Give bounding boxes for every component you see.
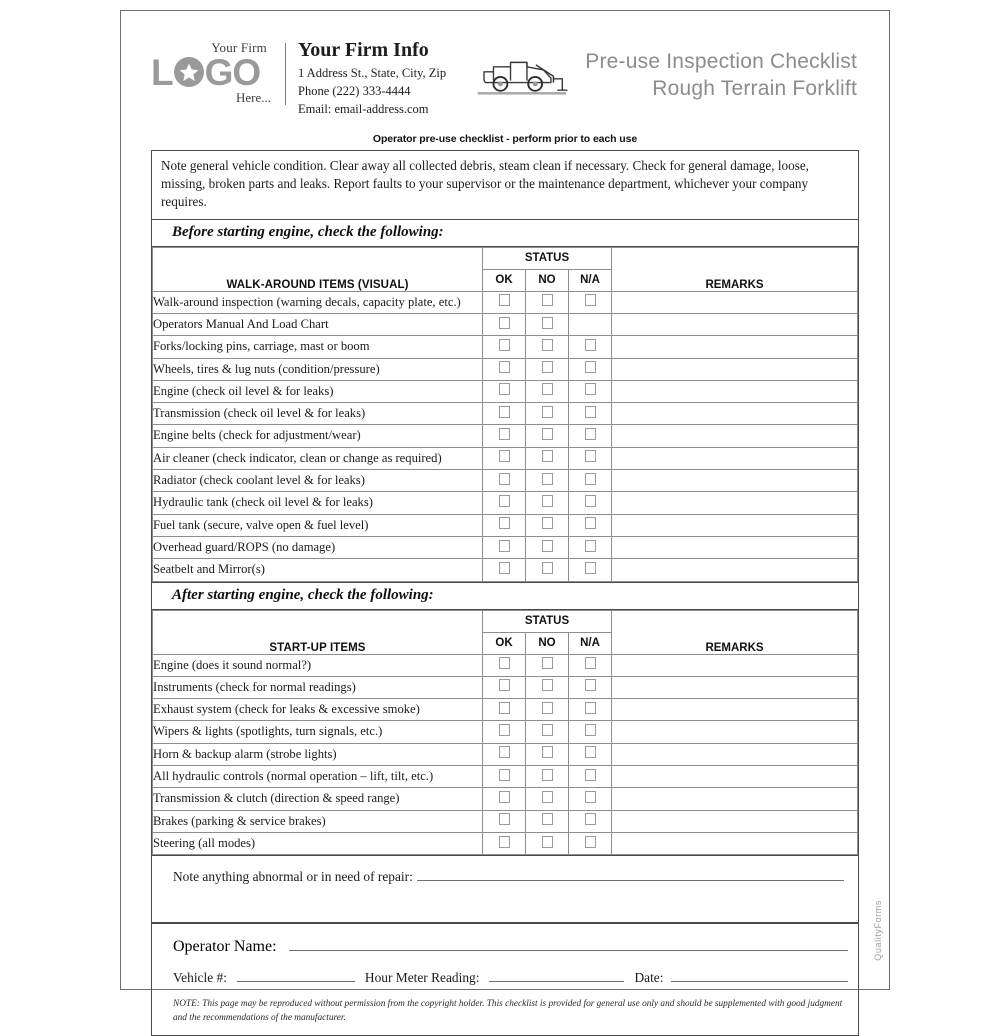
checkbox-no-cell[interactable] — [526, 536, 569, 558]
checkbox-na-cell[interactable] — [569, 336, 612, 358]
rough-terrain-forklift-icon — [472, 39, 568, 104]
checklist-item-label: Exhaust system (check for leaks & excessive smoke) — [153, 699, 483, 721]
date-input[interactable] — [671, 970, 848, 982]
checkbox-ok[interactable] — [499, 746, 510, 758]
date-field — [634, 970, 848, 986]
checkbox-no-cell[interactable] — [526, 492, 569, 514]
form-frame — [151, 150, 859, 856]
table-row — [153, 514, 858, 536]
start-up-table — [152, 610, 858, 856]
checkbox-ok-cell[interactable] — [483, 810, 526, 832]
checkbox-na[interactable] — [585, 540, 596, 552]
remarks-cell[interactable] — [612, 676, 858, 698]
checkbox-na-cell[interactable] — [569, 358, 612, 380]
checkbox-na[interactable] — [585, 813, 596, 825]
checklist-item-label: Fuel tank (secure, valve open & fuel level) — [153, 514, 483, 536]
start-up-rows — [153, 654, 858, 855]
abnormal-label: Note anything abnormal or in need of repair: — [173, 869, 413, 885]
checkbox-na[interactable] — [585, 428, 596, 440]
checkbox-ok-cell[interactable] — [483, 291, 526, 313]
checkbox-na[interactable] — [585, 517, 596, 529]
checkbox-na[interactable] — [585, 473, 596, 485]
hour-meter-field — [365, 970, 635, 986]
checkbox-ok[interactable] — [499, 769, 510, 781]
checkbox-no[interactable] — [542, 562, 553, 574]
checkbox-no[interactable] — [542, 540, 553, 552]
checkbox-na[interactable] — [585, 406, 596, 418]
checkbox-na-cell[interactable] — [569, 380, 612, 402]
remarks-cell[interactable] — [612, 447, 858, 469]
date-label: Date: — [634, 970, 664, 986]
checkbox-ok-cell[interactable] — [483, 425, 526, 447]
checkbox-no-cell[interactable] — [526, 447, 569, 469]
vehicle-label: Vehicle #: — [173, 970, 227, 986]
abnormal-input-line-2[interactable] — [173, 885, 848, 906]
checkbox-no-cell[interactable] — [526, 654, 569, 676]
checkbox-no[interactable] — [542, 746, 553, 758]
checkbox-na-cell — [569, 313, 612, 335]
checkbox-no[interactable] — [542, 657, 553, 669]
checkbox-no-cell[interactable] — [526, 766, 569, 788]
checkbox-no-cell[interactable] — [526, 403, 569, 425]
header2-col-no: NO — [526, 632, 569, 654]
table-row — [153, 447, 858, 469]
checkbox-na[interactable] — [585, 746, 596, 758]
remarks-cell[interactable] — [612, 358, 858, 380]
checkbox-na-cell[interactable] — [569, 676, 612, 698]
checkbox-no-cell[interactable] — [526, 336, 569, 358]
checkbox-no[interactable] — [542, 724, 553, 736]
checkbox-no[interactable] — [542, 791, 553, 803]
checklist-item-label: Hydraulic tank (check oil level & for leaks) — [153, 492, 483, 514]
form-sheet — [120, 10, 890, 1024]
letterhead-divider — [285, 43, 286, 105]
checklist-item-label: Radiator (check coolant level & for leaks) — [153, 470, 483, 492]
header-walk-around-items: WALK-AROUND ITEMS (VISUAL) — [153, 247, 483, 291]
checklist-item-label: Engine (check oil level & for leaks) — [153, 380, 483, 402]
remarks-cell[interactable] — [612, 380, 858, 402]
remarks-cell[interactable] — [612, 654, 858, 676]
header-col-ok: OK — [483, 269, 526, 291]
checkbox-ok-cell[interactable] — [483, 743, 526, 765]
header-start-up-items: START-UP ITEMS — [153, 610, 483, 654]
checkbox-na-cell[interactable] — [569, 766, 612, 788]
operator-name-label: Operator Name: — [173, 938, 277, 956]
walk-around-table — [152, 247, 858, 582]
checklist-item-label: Air cleaner (check indicator, clean or change as required) — [153, 447, 483, 469]
checkbox-ok[interactable] — [499, 724, 510, 736]
checkbox-no-cell[interactable] — [526, 470, 569, 492]
hour-meter-label: Hour Meter Reading: — [364, 970, 480, 986]
table-row — [153, 358, 858, 380]
checkbox-na-cell[interactable] — [569, 425, 612, 447]
checkbox-no[interactable] — [542, 383, 553, 395]
checkbox-no[interactable] — [542, 294, 553, 306]
checkbox-no[interactable] — [542, 836, 553, 848]
remarks-cell[interactable] — [612, 336, 858, 358]
table-row — [153, 313, 858, 335]
remarks-cell[interactable] — [612, 470, 858, 492]
checkbox-na-cell[interactable] — [569, 699, 612, 721]
remarks-cell[interactable] — [612, 699, 858, 721]
document-title-line2: Rough Terrain Forklift — [652, 76, 857, 100]
checklist-item-label: Instruments (check for normal readings) — [153, 676, 483, 698]
checkbox-no-cell[interactable] — [526, 559, 569, 581]
table-row — [153, 470, 858, 492]
checklist-item-label: Seatbelt and Mirror(s) — [153, 559, 483, 581]
legal-note: NOTE: This page may be reproduced without permission from the copyright holder. This checklist is provided for general use only and should be supplemented with good judgment and the recommendations of the manufacturer. — [173, 999, 843, 1024]
table-row — [153, 766, 858, 788]
star-icon — [174, 57, 204, 87]
checkbox-ok[interactable] — [499, 450, 510, 462]
checkbox-na-cell[interactable] — [569, 654, 612, 676]
checkbox-no[interactable] — [542, 517, 553, 529]
checkbox-na-cell[interactable] — [569, 788, 612, 810]
checkbox-na-cell[interactable] — [569, 810, 612, 832]
remarks-cell[interactable] — [612, 559, 858, 581]
checkbox-no-cell[interactable] — [526, 358, 569, 380]
checkbox-no-cell[interactable] — [526, 743, 569, 765]
table-row — [153, 810, 858, 832]
remarks-cell[interactable] — [612, 403, 858, 425]
checkbox-na[interactable] — [585, 383, 596, 395]
checkbox-na[interactable] — [585, 791, 596, 803]
logo-letter-l: L — [151, 51, 173, 93]
table-row — [153, 536, 858, 558]
checkbox-ok-cell[interactable] — [483, 336, 526, 358]
checkbox-ok[interactable] — [499, 540, 510, 552]
checkbox-ok-cell[interactable] — [483, 832, 526, 854]
vehicle-field — [173, 970, 365, 986]
checkbox-na[interactable] — [585, 724, 596, 736]
checkbox-no-cell[interactable] — [526, 313, 569, 335]
checkbox-ok[interactable] — [499, 836, 510, 848]
checklist-item-label: Forks/locking pins, carriage, mast or boom — [153, 336, 483, 358]
checkbox-ok-cell[interactable] — [483, 470, 526, 492]
checkbox-no[interactable] — [542, 495, 553, 507]
checklist-item-label: Overhead guard/ROPS (no damage) — [153, 536, 483, 558]
general-note: Note general vehicle condition. Clear away all collected debris, steam clean if necessary. Check for general damage, loose, missing, broken parts and leaks. Report faults to your supervisor or the maintenance department, whichever your company requires. — [152, 151, 858, 220]
checkbox-ok-cell[interactable] — [483, 699, 526, 721]
checkbox-ok-cell[interactable] — [483, 536, 526, 558]
checkbox-na[interactable] — [585, 339, 596, 351]
checkbox-ok-cell[interactable] — [483, 447, 526, 469]
document-title — [568, 39, 859, 103]
checkbox-ok-cell[interactable] — [483, 788, 526, 810]
checkbox-na-cell[interactable] — [569, 403, 612, 425]
checklist-item-label: Wheels, tires & lug nuts (condition/pressure) — [153, 358, 483, 380]
brand-watermark: QualityForms — [873, 900, 883, 961]
checkbox-ok[interactable] — [499, 406, 510, 418]
checkbox-na-cell[interactable] — [569, 514, 612, 536]
header-remarks-2: REMARKS — [612, 610, 858, 654]
checkbox-ok[interactable] — [499, 339, 510, 351]
section-heading-before: Before starting engine, check the following: — [152, 220, 858, 247]
table-row — [153, 699, 858, 721]
checkbox-ok[interactable] — [499, 562, 510, 574]
header-status-2: STATUS — [483, 610, 612, 632]
checkbox-ok[interactable] — [499, 813, 510, 825]
checkbox-na-cell[interactable] — [569, 721, 612, 743]
checkbox-no[interactable] — [542, 428, 553, 440]
checklist-item-label: Brakes (parking & service brakes) — [153, 810, 483, 832]
table-row — [153, 721, 858, 743]
table-row — [153, 492, 858, 514]
remarks-cell[interactable] — [612, 291, 858, 313]
table2-header-row-status — [153, 610, 858, 632]
checkbox-na[interactable] — [585, 702, 596, 714]
checkbox-na[interactable] — [585, 679, 596, 691]
checkbox-na[interactable] — [585, 836, 596, 848]
checkbox-na-cell[interactable] — [569, 291, 612, 313]
checkbox-no[interactable] — [542, 450, 553, 462]
checkbox-ok[interactable] — [499, 317, 510, 329]
checklist-item-label: Engine (does it sound normal?) — [153, 654, 483, 676]
checkbox-no-cell[interactable] — [526, 788, 569, 810]
checkbox-ok[interactable] — [499, 361, 510, 373]
checkbox-ok-cell[interactable] — [483, 492, 526, 514]
firm-address: 1 Address St., State, City, Zip — [298, 66, 447, 80]
checklist-item-label: Operators Manual And Load Chart — [153, 313, 483, 335]
checklist-item-label: Wipers & lights (spotlights, turn signals, etc.) — [153, 721, 483, 743]
checkbox-no[interactable] — [542, 679, 553, 691]
header2-col-ok: OK — [483, 632, 526, 654]
remarks-cell[interactable] — [612, 810, 858, 832]
checkbox-ok[interactable] — [499, 657, 510, 669]
checkbox-no-cell[interactable] — [526, 514, 569, 536]
checkbox-na[interactable] — [585, 657, 596, 669]
table-row — [153, 788, 858, 810]
walk-around-rows — [153, 291, 858, 581]
sub-caption: Operator pre-use checklist - perform prior to each use — [372, 133, 638, 145]
section-heading-after: After starting engine, check the following: — [152, 582, 858, 610]
header-col-no: NO — [526, 269, 569, 291]
firm-email: Email: email-address.com — [298, 102, 429, 117]
checkbox-ok[interactable] — [499, 383, 510, 395]
checklist-item-label: Steering (all modes) — [153, 832, 483, 854]
abnormal-input-line[interactable] — [417, 869, 844, 881]
checkbox-no[interactable] — [542, 361, 553, 373]
checkbox-ok[interactable] — [499, 791, 510, 803]
remarks-cell[interactable] — [612, 721, 858, 743]
logo-letters-go: GO — [204, 51, 261, 93]
checkbox-no[interactable] — [542, 317, 553, 329]
table-row — [153, 380, 858, 402]
checklist-item-label: Walk-around inspection (warning decals, capacity plate, etc.) — [153, 291, 483, 313]
abnormal-field-row — [173, 869, 848, 885]
checkbox-no-cell[interactable] — [526, 676, 569, 698]
checkbox-no-cell[interactable] — [526, 810, 569, 832]
checkbox-no-cell[interactable] — [526, 832, 569, 854]
table-row — [153, 832, 858, 854]
checkbox-no[interactable] — [542, 813, 553, 825]
checkbox-ok[interactable] — [499, 495, 510, 507]
checkbox-ok[interactable] — [499, 294, 510, 306]
vehicle-input[interactable] — [237, 970, 355, 982]
checkbox-na[interactable] — [585, 294, 596, 306]
firm-logo — [151, 39, 273, 104]
table-row — [153, 559, 858, 581]
table-row — [153, 403, 858, 425]
checkbox-ok[interactable] — [499, 473, 510, 485]
remarks-cell[interactable] — [612, 766, 858, 788]
checklist-item-label: Horn & backup alarm (strobe lights) — [153, 743, 483, 765]
checklist-item-label: Transmission (check oil level & for leaks) — [153, 403, 483, 425]
table-header-row-status — [153, 247, 858, 269]
table-row — [153, 291, 858, 313]
checkbox-ok[interactable] — [499, 428, 510, 440]
remarks-cell[interactable] — [612, 832, 858, 854]
checkbox-na-cell[interactable] — [569, 492, 612, 514]
checkbox-no[interactable] — [542, 769, 553, 781]
hour-meter-input[interactable] — [489, 970, 624, 982]
checklist-item-label: Engine belts (check for adjustment/wear) — [153, 425, 483, 447]
firm-name: Your Firm Info — [298, 39, 429, 61]
checkbox-ok-cell[interactable] — [483, 654, 526, 676]
firm-phone: Phone (222) 333-4444 — [298, 84, 411, 99]
checkbox-na[interactable] — [585, 361, 596, 373]
checkbox-na-cell[interactable] — [569, 559, 612, 581]
checkbox-ok-cell[interactable] — [483, 380, 526, 402]
header2-col-na: N/A — [569, 632, 612, 654]
checkbox-no-cell[interactable] — [526, 721, 569, 743]
remarks-cell[interactable] — [612, 514, 858, 536]
checkbox-ok-cell[interactable] — [483, 358, 526, 380]
checkbox-ok-cell[interactable] — [483, 313, 526, 335]
remarks-cell[interactable] — [612, 425, 858, 447]
checkbox-no[interactable] — [542, 339, 553, 351]
checkbox-ok[interactable] — [499, 517, 510, 529]
letterhead — [151, 39, 859, 125]
logo-top-text: Your Firm — [211, 40, 267, 55]
checkbox-no[interactable] — [542, 406, 553, 418]
vehicle-meter-date-row — [173, 970, 848, 986]
checkbox-ok-cell[interactable] — [483, 766, 526, 788]
operator-name-row — [173, 938, 848, 956]
checkbox-no[interactable] — [542, 473, 553, 485]
logo-bottom-text: Here... — [235, 90, 271, 105]
checkbox-na-cell[interactable] — [569, 470, 612, 492]
checkbox-ok[interactable] — [499, 679, 510, 691]
remarks-cell[interactable] — [612, 536, 858, 558]
checkbox-no-cell[interactable] — [526, 291, 569, 313]
remarks-cell[interactable] — [612, 743, 858, 765]
checkbox-na[interactable] — [585, 769, 596, 781]
checkbox-na[interactable] — [585, 562, 596, 574]
checkbox-ok-cell[interactable] — [483, 559, 526, 581]
checkbox-ok-cell[interactable] — [483, 514, 526, 536]
checkbox-ok-cell[interactable] — [483, 403, 526, 425]
footer-fields — [151, 924, 859, 1036]
header-status: STATUS — [483, 247, 612, 269]
abnormal-note-box — [151, 856, 859, 924]
table-row — [153, 425, 858, 447]
checklist-item-label: All hydraulic controls (normal operation – lift, tilt, etc.) — [153, 766, 483, 788]
checkbox-ok-cell[interactable] — [483, 721, 526, 743]
checkbox-na-cell[interactable] — [569, 447, 612, 469]
checkbox-no-cell[interactable] — [526, 380, 569, 402]
header-remarks: REMARKS — [612, 247, 858, 291]
table-row — [153, 654, 858, 676]
operator-name-input[interactable] — [289, 939, 848, 951]
remarks-cell[interactable] — [612, 313, 858, 335]
checkbox-no-cell[interactable] — [526, 425, 569, 447]
checkbox-na[interactable] — [585, 450, 596, 462]
checkbox-na[interactable] — [585, 495, 596, 507]
checkbox-no[interactable] — [542, 702, 553, 714]
header-col-na: N/A — [569, 269, 612, 291]
remarks-cell[interactable] — [612, 788, 858, 810]
firm-info — [298, 39, 446, 118]
checklist-item-label: Transmission & clutch (direction & speed range) — [153, 788, 483, 810]
logo-wordmark — [151, 51, 273, 93]
table-row — [153, 336, 858, 358]
table-row — [153, 676, 858, 698]
document-title-line1: Pre-use Inspection Checklist — [585, 50, 857, 73]
checkbox-ok[interactable] — [499, 702, 510, 714]
checkbox-na-cell[interactable] — [569, 536, 612, 558]
checkbox-ok-cell[interactable] — [483, 676, 526, 698]
checkbox-no-cell[interactable] — [526, 699, 569, 721]
table-row — [153, 743, 858, 765]
remarks-cell[interactable] — [612, 492, 858, 514]
checkbox-na-cell[interactable] — [569, 832, 612, 854]
checkbox-na-cell[interactable] — [569, 743, 612, 765]
